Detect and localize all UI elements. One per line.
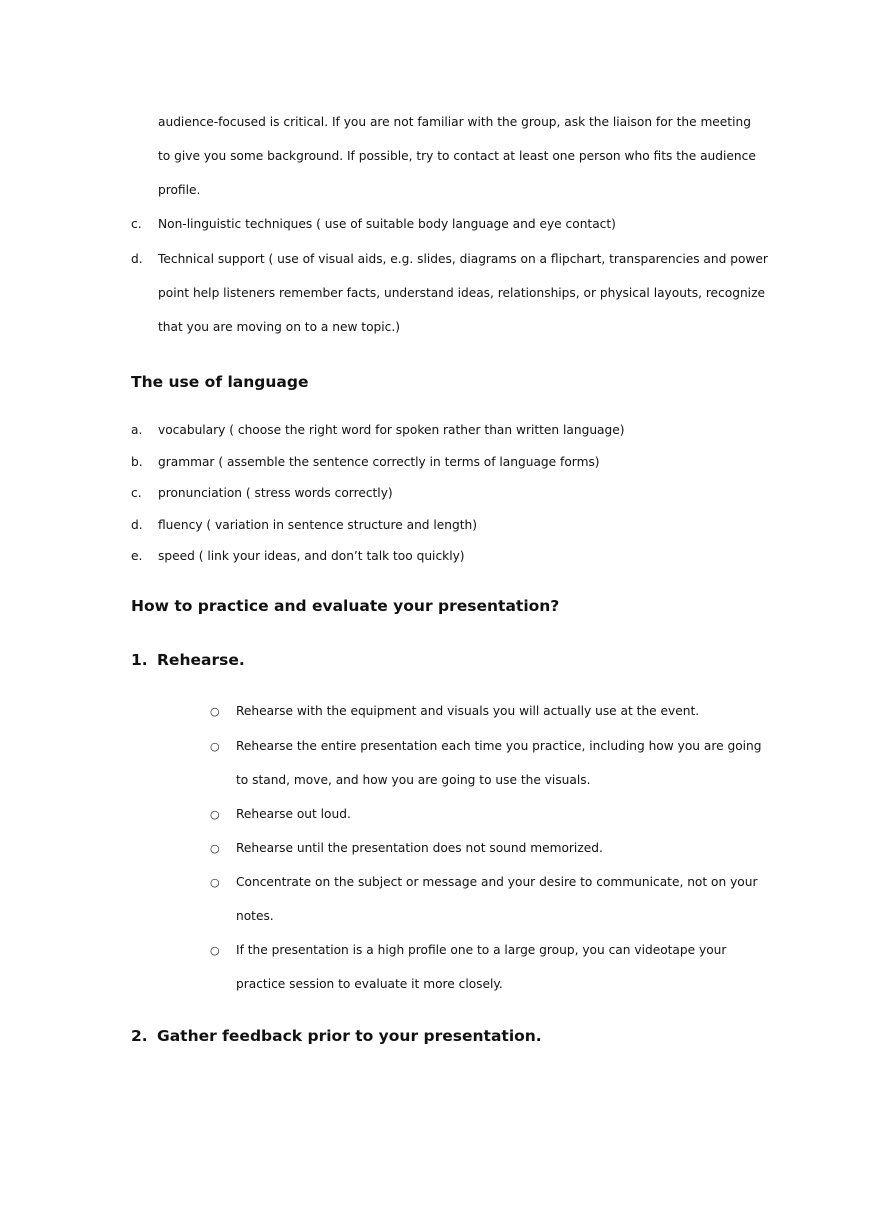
heading-number: 1.: [131, 651, 148, 669]
language-item-text: speed ( link your ideas, and don’t talk too quickly): [158, 549, 465, 563]
heading-number: 2.: [131, 1027, 148, 1045]
rehearse-item-text: notes.: [236, 909, 274, 923]
bullet-circle-icon: ○: [210, 808, 220, 821]
section-heading-language: The use of language: [131, 373, 309, 391]
list-marker: a.: [131, 423, 143, 437]
rehearse-item-text: Concentrate on the subject or message and your desire to communicate, not on your: [236, 875, 758, 889]
bullet-circle-icon: ○: [210, 944, 220, 957]
bullet-circle-icon: ○: [210, 740, 220, 753]
heading-title: Gather feedback prior to your presentation.: [157, 1027, 542, 1045]
rehearse-item-text: practice session to evaluate it more closely.: [236, 977, 503, 991]
heading-title: Rehearse.: [157, 651, 245, 669]
list-marker: c.: [131, 486, 142, 500]
list-marker: b.: [131, 455, 143, 469]
bullet-circle-icon: ○: [210, 842, 220, 855]
numbered-heading-feedback: [131, 1026, 542, 1046]
list-marker: d.: [131, 252, 143, 266]
technique-item-text: Technical support ( use of visual aids, e.g. slides, diagrams on a flipchart, transparencies and power: [158, 252, 768, 266]
technique-item-text: that you are moving on to a new topic.): [158, 320, 400, 334]
list-marker: d.: [131, 518, 143, 532]
list-marker: e.: [131, 549, 143, 563]
rehearse-item-text: Rehearse out loud.: [236, 807, 351, 821]
intro-line: to give you some background. If possible, try to contact at least one person who fits the audience: [158, 149, 756, 163]
bullet-circle-icon: ○: [210, 876, 220, 889]
rehearse-item-text: Rehearse the entire presentation each time you practice, including how you are going: [236, 739, 762, 753]
technique-item-text: point help listeners remember facts, understand ideas, relationships, or physical layouts, recognize: [158, 286, 765, 300]
language-item-text: pronunciation ( stress words correctly): [158, 486, 393, 500]
rehearse-item-text: If the presentation is a high profile one to a large group, you can videotape your: [236, 943, 727, 957]
technique-item-text: Non-linguistic techniques ( use of suitable body language and eye contact): [158, 217, 616, 231]
language-item-text: vocabulary ( choose the right word for spoken rather than written language): [158, 423, 625, 437]
rehearse-item-text: Rehearse until the presentation does not sound memorized.: [236, 841, 603, 855]
intro-line: profile.: [158, 183, 201, 197]
list-marker: c.: [131, 217, 142, 231]
intro-line: audience-focused is critical. If you are not familiar with the group, ask the liaison for the meeting: [158, 115, 751, 129]
language-item-text: grammar ( assemble the sentence correctly in terms of language forms): [158, 455, 600, 469]
rehearse-item-text: Rehearse with the equipment and visuals you will actually use at the event.: [236, 704, 700, 718]
section-heading-practice: How to practice and evaluate your presentation?: [131, 597, 560, 615]
rehearse-item-text: to stand, move, and how you are going to use the visuals.: [236, 773, 591, 787]
language-item-text: fluency ( variation in sentence structure and length): [158, 518, 478, 532]
numbered-heading-rehearse: [131, 650, 245, 670]
bullet-circle-icon: ○: [210, 705, 220, 718]
